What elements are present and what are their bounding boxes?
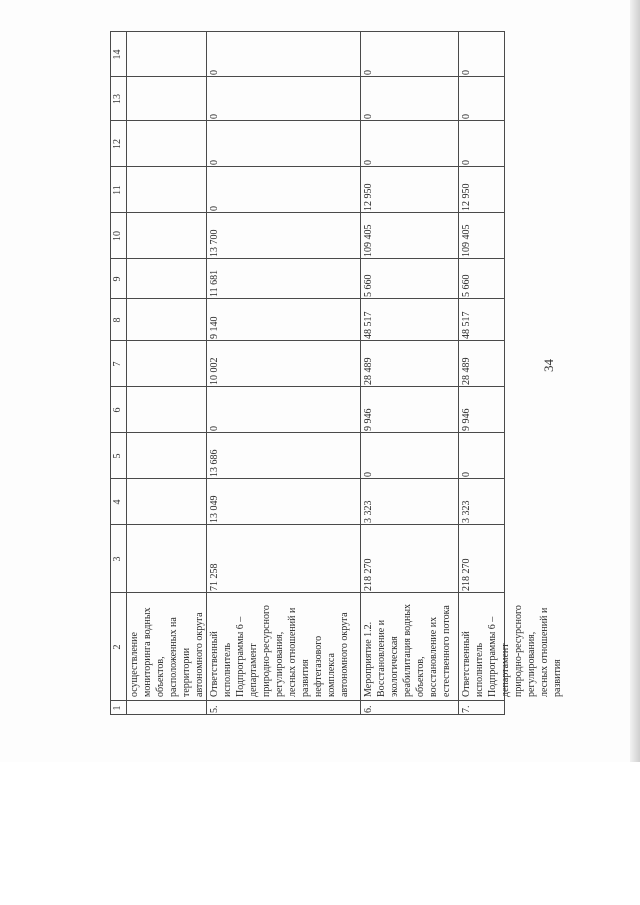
row-description [208,595,351,697]
value-cell: 71 258 [209,563,220,591]
value-cell: 12 950 [461,183,472,211]
value-cell: 0 [209,114,220,119]
text-line: естественного потока [441,605,452,697]
value-cell: 0 [461,114,472,119]
column-header: 14 [112,49,123,60]
text-line: лесных отношений и [287,607,298,697]
value-cell: 9 946 [363,408,374,431]
col-divider [110,592,505,593]
table-border-right [110,31,505,32]
value-cell: 0 [461,70,472,75]
value-cell: 0 [363,114,374,119]
value-cell: 12 950 [363,183,374,211]
value-cell: 13 700 [209,229,220,257]
text-line: территории [181,647,192,697]
scan-edge-shadow [630,0,640,762]
value-cell: 0 [363,472,374,477]
text-line: развития [300,659,311,697]
text-line: расположенных на [168,617,179,697]
table-grid [110,31,563,715]
text-line: объектов, [155,656,166,697]
text-line: Подпрограммы 6 – [235,616,246,697]
row-number: 6. [363,705,374,713]
header-divider [126,31,127,715]
page-number: 34 [541,359,556,372]
col-divider [110,386,505,387]
value-cell: 0 [363,70,374,75]
value-cell: 0 [209,160,220,165]
text-line: природно-ресурсного [513,605,524,697]
text-line: восстановление их [428,616,439,697]
value-cell: 13 049 [209,495,220,523]
text-line: Восстановление и [376,619,387,697]
column-header: 7 [112,361,123,367]
row-divider [206,31,207,715]
value-cell: 218 270 [461,558,472,591]
col-divider [110,76,505,77]
col-divider [110,700,505,701]
text-line: Ответственный [209,631,220,697]
value-cell: 11 681 [209,269,220,297]
value-cell: 48 517 [461,311,472,339]
value-cell: 0 [461,472,472,477]
row-divider [360,31,361,715]
row-number: 7. [461,705,472,713]
text-line: развития [552,659,563,697]
text-line: автономного округа [194,612,205,697]
value-cell: 48 517 [363,311,374,339]
col-divider [110,524,505,525]
column-header: 11 [112,185,123,195]
value-cell: 0 [209,426,220,431]
column-header: 4 [112,499,123,505]
col-divider [110,298,505,299]
text-line: лесных отношений и [539,607,550,697]
column-header: 3 [112,556,123,562]
value-cell: 218 270 [363,558,374,591]
col-divider [110,478,505,479]
column-header: 10 [112,231,123,241]
value-cell: 13 686 [209,449,220,477]
text-line: реабилитация водных [402,603,413,697]
text-line: нефтегазового [313,635,324,697]
table-border-left [110,714,505,715]
value-cell: 109 405 [461,224,472,257]
col-divider [110,258,505,259]
row-description [362,595,453,697]
row-number: 5. [209,705,220,713]
text-line: осуществление [129,632,140,697]
text-line: природно-ресурсного [261,605,272,697]
value-cell: 5 660 [363,274,374,297]
value-cell: 9 946 [461,408,472,431]
value-cell: 5 660 [461,274,472,297]
column-header: 2 [112,644,123,650]
column-header: 9 [112,276,123,282]
column-header: 6 [112,407,123,413]
page-bottom-margin [0,762,640,905]
text-line: объектов, [415,656,426,697]
text-line: Мероприятие 1.2. [363,621,374,697]
column-header: 8 [112,317,123,323]
row-description [460,595,563,697]
text-line: мониторинга водных [142,607,153,697]
value-cell: 109 405 [363,224,374,257]
col-divider [110,432,505,433]
text-line: регулирования, [526,631,537,697]
value-cell: 28 489 [461,357,472,385]
value-cell: 3 323 [461,500,472,523]
value-cell: 10 002 [209,357,220,385]
value-cell: 28 489 [363,357,374,385]
col-divider [110,166,505,167]
value-cell: 0 [461,160,472,165]
value-cell: 9 140 [209,316,220,339]
value-cell: 0 [209,70,220,75]
column-header: 13 [112,94,123,104]
text-line: департамент [248,643,259,697]
value-cell: 0 [209,206,220,211]
text-line: исполнитель [474,642,485,697]
text-line: регулирования, [274,631,285,697]
col-divider [110,120,505,121]
continuation-text [128,595,206,697]
text-line: экологическая [389,636,400,697]
text-line: Ответственный [461,631,472,697]
col-divider [110,212,505,213]
text-line: комплекса [326,653,337,697]
value-cell: 0 [363,160,374,165]
rotated-table [110,31,563,715]
row-divider [458,31,459,715]
text-line: автономного округа [339,612,350,697]
col-divider [110,340,505,341]
text-line: Подпрограммы 6 – [487,616,498,697]
column-header: 5 [112,453,123,459]
text-line: исполнитель [222,642,233,697]
value-cell: 3 323 [363,500,374,523]
column-header: 1 [112,705,123,711]
column-header: 12 [112,139,123,149]
text-line: департамент [500,643,511,697]
